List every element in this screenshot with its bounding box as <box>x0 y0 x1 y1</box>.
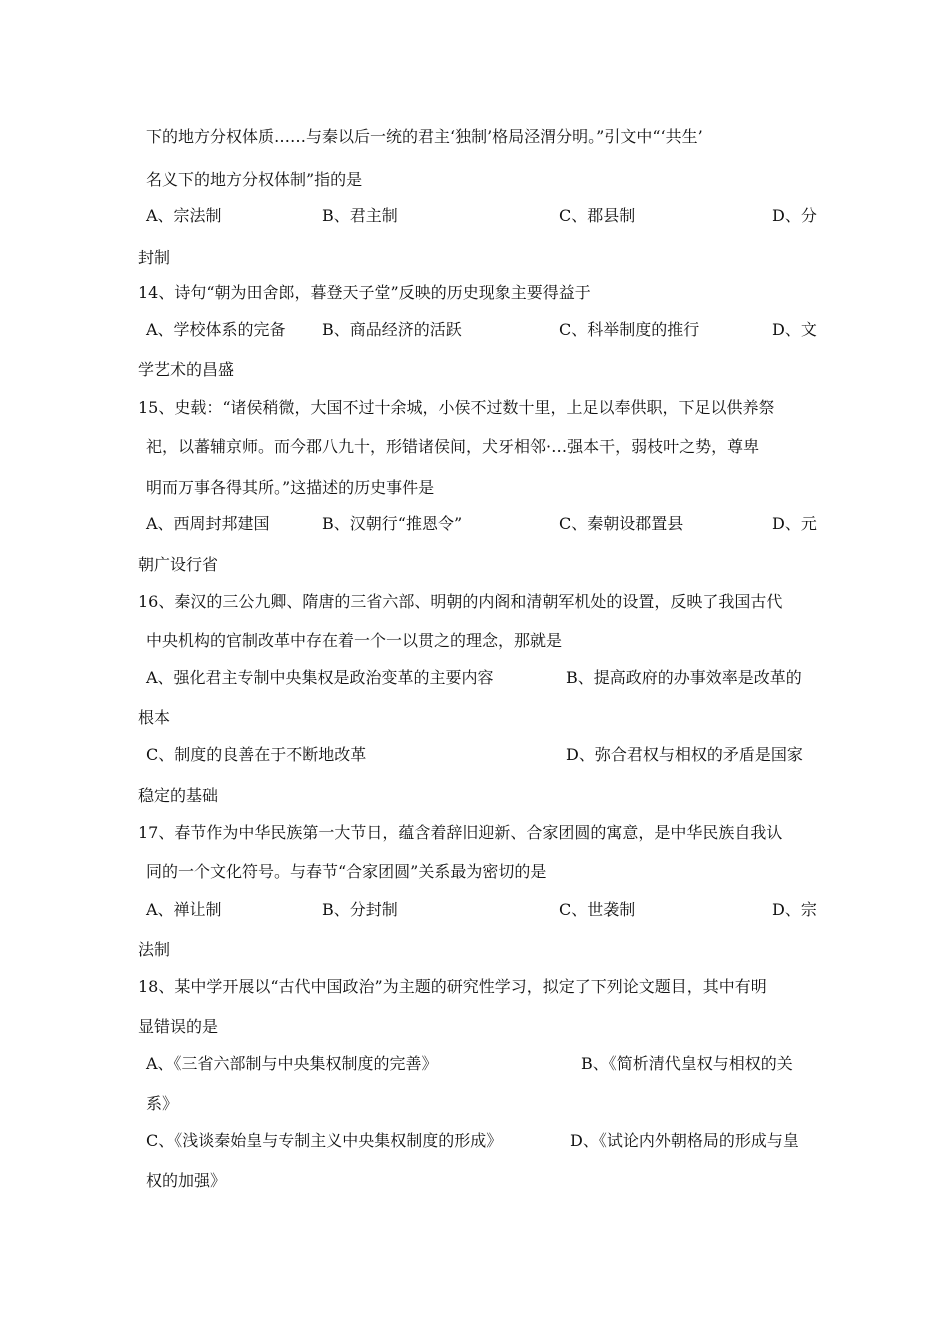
q16-stem-line: 中央机构的官制改革中存在着一个一以贯之的理念，那就是 <box>146 631 563 650</box>
q14-option-d: D、文 <box>772 320 817 339</box>
q17-stem-line: 同的一个文化符号。与春节“合家团圆”关系最为密切的是 <box>146 862 547 881</box>
q13-option-d: D、分 <box>772 206 817 225</box>
q18-option-c: C、《浅谈秦始皇与专制主义中央集权制度的形成》 <box>146 1131 503 1150</box>
q16-option-d-wrap: 稳定的基础 <box>138 786 219 805</box>
q17-option-d-wrap: 法制 <box>138 940 171 959</box>
q14-stem: 14、诗句“朝为田舍郎，暮登天子堂”反映的历史现象主要得益于 <box>138 283 591 302</box>
q17-stem-line: 17、春节作为中华民族第一大节日，蕴含着辞旧迎新、合家团圆的寓意，是中华民族自我认 <box>138 823 783 842</box>
q16-option-d: D、弥合君权与相权的矛盾是国家 <box>566 745 803 764</box>
q15-option-d-wrap: 朝广设行省 <box>138 555 219 574</box>
q18-option-d-wrap: 权的加强》 <box>146 1171 227 1190</box>
q15-stem-line: 明而万事各得其所。”这描述的历史事件是 <box>146 478 435 497</box>
q13-option-a: A、宗法制 <box>146 206 222 225</box>
q18-option-a: A、《三省六部制与中央集权制度的完善》 <box>146 1054 438 1073</box>
q13-option-b: B、君主制 <box>322 206 398 225</box>
q15-stem-line: 15、史载：“诸侯稍微，大国不过十余城，小侯不过数十里，上足以奉供职，下足以供养祭 <box>138 398 775 417</box>
q15-stem-line: 祀，以蕃辅京师。而今郡八九十，形错诸侯间，犬牙相邻·…强本干，弱枝叶之势，尊卑 <box>146 437 760 456</box>
q18-option-b-wrap: 系》 <box>146 1094 179 1113</box>
q17-option-c: C、世袭制 <box>559 900 636 919</box>
q15-option-a: A、西周封邦建国 <box>146 514 270 533</box>
q17-option-b: B、分封制 <box>322 900 398 919</box>
q14-option-a: A、学校体系的完备 <box>146 320 286 339</box>
q15-option-d: D、元 <box>772 514 817 533</box>
q18-option-b: B、《简析清代皇权与相权的关 <box>581 1054 793 1073</box>
q16-option-b-wrap: 根本 <box>138 708 171 727</box>
q13-stem-line: 名义下的地方分权体制”指的是 <box>146 170 363 189</box>
q15-option-c: C、秦朝设郡置县 <box>559 514 684 533</box>
q15-option-b: B、汉朝行“推恩令” <box>322 514 463 533</box>
q18-stem-line: 18、某中学开展以“古代中国政治”为主题的研究性学习，拟定了下列论文题目，其中有明 <box>138 977 767 996</box>
q14-option-c: C、科举制度的推行 <box>559 320 700 339</box>
q16-stem-line: 16、秦汉的三公九卿、隋唐的三省六部、明朝的内阁和清朝军机处的设置，反映了我国古代 <box>138 592 783 611</box>
q16-option-a: A、强化君主专制中央集权是政治变革的主要内容 <box>146 668 494 687</box>
q18-stem-line: 显错误的是 <box>138 1017 219 1036</box>
q13-option-d-wrap: 封制 <box>138 248 171 267</box>
q16-option-b: B、提高政府的办事效率是改革的 <box>566 668 802 687</box>
q13-stem-line: 下的地方分权体质……与秦以后一统的君主‘独制’格局泾渭分明。”引文中“‘共生’ <box>146 127 703 146</box>
q17-option-a: A、禅让制 <box>146 900 222 919</box>
q17-option-d: D、宗 <box>772 900 817 919</box>
q14-option-d-wrap: 学艺术的昌盛 <box>138 360 235 379</box>
q14-option-b: B、商品经济的活跃 <box>322 320 462 339</box>
q16-option-c: C、制度的良善在于不断地改革 <box>146 745 367 764</box>
q13-option-c: C、郡县制 <box>559 206 636 225</box>
q18-option-d: D、《试论内外朝格局的形成与皇 <box>570 1131 799 1150</box>
